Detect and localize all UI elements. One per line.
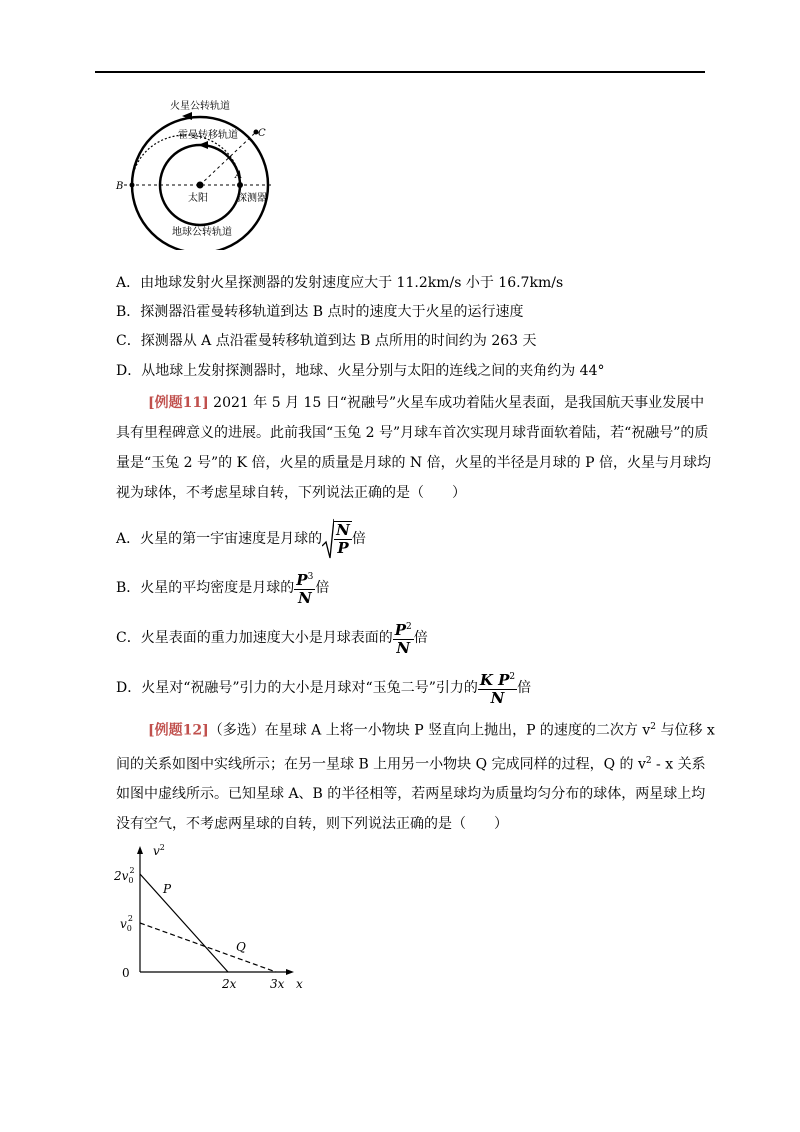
x-axis-arrow — [286, 969, 294, 975]
q10-option-b: B．探测器沿霍曼转移轨道到达 B 点时的速度大于火星的运行速度 — [116, 304, 524, 320]
q-line-label: Q — [236, 940, 246, 954]
q10-option-c: C．探测器从 A 点沿霍曼转移轨道到达 B 点所用的时间约为 263 天 — [116, 333, 537, 349]
earth-orbit-label: 地球公转轨道 — [172, 227, 232, 238]
earth-orbit-arrow — [198, 141, 208, 149]
tick-3x-label: 3x — [270, 977, 285, 991]
option-a-suffix: 倍 — [351, 531, 366, 547]
option-d-suffix: 倍 — [517, 680, 532, 696]
point-c-label: C — [258, 128, 266, 139]
example11-option-d — [116, 668, 531, 708]
option-d-fraction — [478, 669, 517, 707]
q10-option-d: D．从地球上发射探测器时，地球、火星分别与太阳的连线之间的夹角约为 44° — [116, 363, 605, 379]
example11-option-b — [116, 568, 329, 608]
option-b-prefix: B．火星的平均密度是月球的 — [116, 580, 295, 596]
q10-option-a: A．由地球发射火星探测器的发射速度应大于 11.2km/s 小于 16.7km/s — [116, 275, 564, 291]
point-a-dot — [237, 182, 243, 188]
probe-label: 探测器 — [237, 193, 267, 204]
option-c-suffix: 倍 — [413, 630, 428, 646]
x-axis-label: x — [296, 977, 303, 991]
point-b-label: B — [116, 181, 124, 192]
tick-v0-label: $v_02$ — [120, 914, 133, 933]
example12-sup-1: 2 — [650, 722, 657, 732]
example12-text-1: （多选）在星球 A 上将一小物块 P 竖直向上抛出，P 的速度的二次方 v — [208, 722, 651, 739]
option-b-denominator: N — [297, 589, 312, 607]
origin-label: 0 — [122, 966, 130, 980]
option-d-prefix: D．火星对“祝融号”引力的大小是月球对“玉兔二号”引力的 — [116, 680, 478, 696]
example12-text-3: - x 关系如图中虚线所示。已知星球 A、B 的半径相等，若两星球均为质量均匀分布的球体，两星球上均没有空气，不考虑两星球的自转，则下列说法正确的是（ ） — [116, 756, 706, 833]
sun-dot — [197, 182, 204, 189]
option-b-suffix: 倍 — [315, 580, 330, 596]
option-b-exponent: 3 — [307, 572, 314, 582]
option-a-numerator: N — [336, 521, 350, 539]
example12-stem — [116, 712, 716, 839]
option-c-prefix: C．火星表面的重力加速度大小是月球表面的 — [116, 630, 393, 646]
y-axis-arrow — [137, 846, 143, 854]
option-a-fraction — [334, 521, 352, 557]
v2-x-graph — [110, 838, 310, 998]
option-d-denominator: N — [490, 689, 505, 707]
hohmann-label: 霍曼转移轨道 — [178, 130, 238, 141]
point-a-label: A — [235, 170, 243, 181]
option-c-numerator: P — [394, 621, 406, 639]
option-c-denominator: N — [396, 639, 411, 657]
point-b-dot — [130, 183, 135, 188]
example12-tag: [例题12] — [148, 722, 209, 739]
sqrt-sign — [322, 518, 334, 560]
option-a-prefix: A．火星的第一宇宙速度是月球的 — [116, 531, 323, 547]
example12-sup-2: 2 — [645, 755, 652, 766]
q-dashed-line — [140, 923, 276, 972]
example11-tag: [例题11] — [148, 395, 209, 411]
orbit-diagram — [112, 90, 282, 250]
example11-option-c — [116, 618, 428, 658]
y-axis-label: $v^2$ — [153, 843, 165, 858]
option-d-numerator: K P — [479, 671, 510, 689]
option-c-fraction — [393, 619, 414, 657]
example11-text: 2021 年 5 月 15 日“祝融号”火星车成功着陆火星表面，是我国航天事业发展中具有里程碑意义的进展。此前我国“玉兔 2 号”月球车首次实现月球背面软着陆，若“祝融号”的质量是“玉兔 2 号”的 K 倍，火星的质量是月球的 N 倍，火星的半径是月球的 P 倍，火星与月球均视为球体，不考虑星球自转，下列说法正确的是（ ） — [116, 395, 711, 501]
tick-2v0-label: $2v_02$ — [114, 866, 135, 885]
option-b-fraction — [294, 569, 315, 607]
example11-stem — [116, 388, 716, 508]
example11-option-a — [116, 518, 366, 560]
p-solid-line — [140, 874, 228, 972]
option-a-denominator: P — [337, 539, 349, 557]
header-rule — [95, 71, 705, 73]
option-c-exponent: 2 — [406, 622, 412, 632]
option-b-numerator: P — [296, 571, 308, 589]
p-line-label: P — [163, 882, 172, 896]
option-d-exponent: 2 — [509, 672, 516, 682]
sun-label: 太阳 — [188, 193, 208, 204]
tick-2x-label: 2x — [222, 977, 237, 991]
mars-orbit-label: 火星公转轨道 — [170, 101, 230, 112]
example12-text-2: 与位移 x 间的关系如图中实线所示；在另一星球 B 上用另一小物块 Q 完成同样的过程，Q 的 v — [116, 722, 715, 773]
